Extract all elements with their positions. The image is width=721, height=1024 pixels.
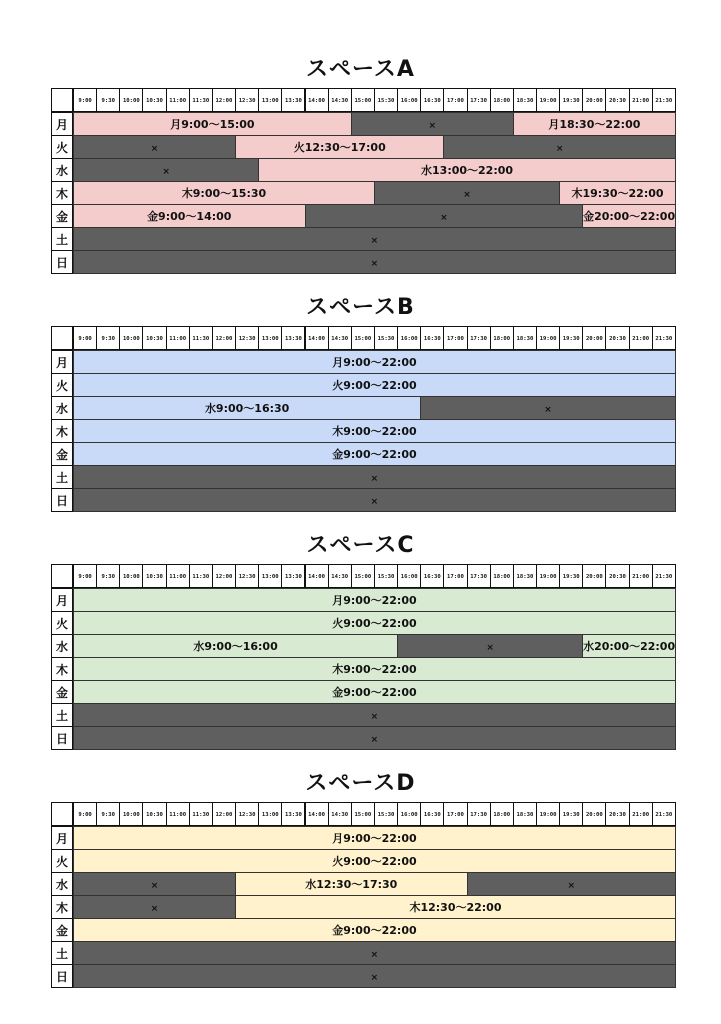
time-header-cell: 17:00 bbox=[443, 564, 467, 588]
closed-mark: × bbox=[486, 643, 494, 653]
time-header-cell: 21:30 bbox=[652, 326, 676, 350]
closed-mark: × bbox=[567, 881, 575, 891]
time-header-cell: 19:00 bbox=[536, 802, 560, 826]
closed-mark: × bbox=[370, 236, 379, 246]
unavailable-slot bbox=[73, 158, 259, 182]
time-header-cell: 16:00 bbox=[397, 326, 421, 350]
day-label: 火 bbox=[51, 611, 73, 635]
time-header-cell: 9:00 bbox=[73, 326, 97, 350]
time-header-cell: 11:00 bbox=[166, 564, 190, 588]
unavailable-slot bbox=[73, 488, 676, 512]
day-label: 月 bbox=[51, 826, 73, 850]
time-header-cell: 14:00 bbox=[305, 326, 329, 350]
slot-time-label: 月9:00〜22:00 bbox=[332, 356, 417, 369]
time-header-cell: 10:30 bbox=[142, 88, 166, 112]
time-header-cell: 15:00 bbox=[351, 802, 375, 826]
slot-time-label: 水9:00〜16:30 bbox=[204, 402, 290, 415]
slot-time-label: 水20:00〜22:00 bbox=[583, 640, 676, 653]
slot-time-label: 月9:00〜22:00 bbox=[332, 594, 417, 607]
closed-mark: × bbox=[150, 904, 159, 914]
header-corner-cell bbox=[51, 88, 73, 112]
time-header-cell: 9:30 bbox=[96, 326, 120, 350]
slot-time-label: 火9:00〜22:00 bbox=[332, 855, 417, 868]
unavailable-slot bbox=[351, 112, 514, 136]
slot-time-label: 水13:00〜22:00 bbox=[421, 164, 514, 177]
time-header-cell: 14:30 bbox=[328, 564, 352, 588]
time-header-cell: 15:30 bbox=[374, 88, 398, 112]
unavailable-slot bbox=[73, 895, 236, 919]
unavailable-slot bbox=[73, 135, 236, 159]
day-label: 木 bbox=[51, 181, 73, 205]
time-header-cell: 14:30 bbox=[328, 802, 352, 826]
closed-mark: × bbox=[162, 167, 170, 177]
time-header-cell: 20:30 bbox=[605, 564, 629, 588]
day-label: 土 bbox=[51, 227, 73, 251]
time-header-cell: 10:00 bbox=[119, 802, 143, 826]
time-header-cell: 15:00 bbox=[351, 88, 375, 112]
slot-time-label: 火9:00〜22:00 bbox=[332, 617, 417, 630]
unavailable-slot bbox=[73, 227, 676, 251]
day-label: 水 bbox=[51, 872, 73, 896]
time-header-cell: 13:00 bbox=[258, 564, 282, 588]
slot-time-label: 水12:30〜17:30 bbox=[305, 878, 398, 891]
space-title: スペースD bbox=[305, 771, 416, 796]
time-header-cell: 20:30 bbox=[605, 88, 629, 112]
slot-time-label: 水9:00〜16:00 bbox=[193, 640, 278, 653]
time-header-cell: 19:30 bbox=[559, 88, 583, 112]
day-label: 水 bbox=[51, 396, 73, 420]
header-corner-cell bbox=[51, 326, 73, 350]
time-header-cell: 15:00 bbox=[351, 326, 375, 350]
available-slot bbox=[73, 657, 676, 681]
time-header-cell: 21:30 bbox=[652, 802, 676, 826]
day-label: 月 bbox=[51, 588, 73, 612]
closed-mark: × bbox=[544, 405, 552, 415]
slot-time-label: 木19:30〜22:00 bbox=[571, 187, 664, 200]
time-header-cell: 13:30 bbox=[281, 326, 305, 350]
time-header-cell: 11:30 bbox=[189, 802, 213, 826]
time-header-cell: 18:00 bbox=[490, 326, 514, 350]
available-slot bbox=[513, 112, 676, 136]
header-corner-cell bbox=[51, 564, 73, 588]
time-header-cell: 19:30 bbox=[559, 326, 583, 350]
unavailable-slot bbox=[467, 872, 676, 896]
unavailable-slot bbox=[73, 872, 236, 896]
time-header-cell: 9:00 bbox=[73, 564, 97, 588]
unavailable-slot bbox=[73, 703, 676, 727]
slot-time-label: 火12:30〜17:00 bbox=[293, 141, 386, 154]
closed-mark: × bbox=[370, 474, 379, 484]
time-header-cell: 9:00 bbox=[73, 802, 97, 826]
time-header-cell: 17:30 bbox=[467, 802, 491, 826]
day-label: 土 bbox=[51, 703, 73, 727]
time-header-cell: 19:00 bbox=[536, 564, 560, 588]
available-slot bbox=[73, 826, 676, 850]
closed-mark: × bbox=[440, 213, 448, 223]
time-header-cell: 18:30 bbox=[513, 88, 537, 112]
time-header-cell: 18:00 bbox=[490, 802, 514, 826]
day-label: 火 bbox=[51, 849, 73, 873]
closed-mark: × bbox=[370, 497, 379, 507]
unavailable-slot bbox=[397, 634, 583, 658]
closed-mark: × bbox=[555, 144, 564, 154]
schedule-table bbox=[51, 326, 676, 511]
day-label: 木 bbox=[51, 657, 73, 681]
time-header-cell: 21:00 bbox=[629, 326, 653, 350]
time-header-cell: 19:00 bbox=[536, 326, 560, 350]
unavailable-slot bbox=[73, 250, 676, 274]
time-header-cell: 15:30 bbox=[374, 564, 398, 588]
unavailable-slot bbox=[374, 181, 560, 205]
time-header-cell: 15:30 bbox=[374, 326, 398, 350]
closed-mark: × bbox=[370, 712, 379, 722]
space-title: スペースA bbox=[306, 57, 415, 82]
closed-mark: × bbox=[150, 881, 159, 891]
schedule-table bbox=[51, 88, 676, 273]
available-slot bbox=[258, 158, 676, 182]
time-header-cell: 11:30 bbox=[189, 88, 213, 112]
unavailable-slot bbox=[420, 396, 676, 420]
time-header-cell: 12:30 bbox=[235, 88, 259, 112]
day-label: 火 bbox=[51, 373, 73, 397]
available-slot bbox=[73, 181, 375, 205]
unavailable-slot bbox=[73, 465, 676, 489]
time-header-cell: 12:00 bbox=[212, 326, 236, 350]
closed-mark: × bbox=[428, 121, 437, 131]
time-header-cell: 10:00 bbox=[119, 88, 143, 112]
slot-time-label: 金20:00〜22:00 bbox=[583, 210, 676, 223]
closed-mark: × bbox=[370, 950, 379, 960]
time-header-cell: 11:00 bbox=[166, 802, 190, 826]
time-header-cell: 21:30 bbox=[652, 564, 676, 588]
time-header-cell: 14:30 bbox=[328, 326, 352, 350]
time-header-cell: 10:30 bbox=[142, 564, 166, 588]
day-label: 火 bbox=[51, 135, 73, 159]
time-header-cell: 16:30 bbox=[420, 88, 444, 112]
time-header-cell: 9:30 bbox=[96, 564, 120, 588]
available-slot bbox=[73, 634, 398, 658]
time-header-cell: 11:30 bbox=[189, 326, 213, 350]
time-header-cell: 16:00 bbox=[397, 564, 421, 588]
time-header-cell: 17:30 bbox=[467, 88, 491, 112]
time-header-cell: 9:00 bbox=[73, 88, 97, 112]
slot-time-label: 金9:00〜22:00 bbox=[332, 924, 417, 937]
schedule-table bbox=[51, 802, 676, 987]
day-label: 水 bbox=[51, 158, 73, 182]
time-header-cell: 21:30 bbox=[652, 88, 676, 112]
available-slot bbox=[73, 396, 421, 420]
closed-mark: × bbox=[370, 973, 379, 983]
available-slot bbox=[73, 442, 676, 466]
time-header-cell: 19:30 bbox=[559, 802, 583, 826]
slot-time-label: 月9:00〜22:00 bbox=[332, 832, 417, 845]
time-header-cell: 20:30 bbox=[605, 326, 629, 350]
day-label: 金 bbox=[51, 442, 73, 466]
day-label: 月 bbox=[51, 350, 73, 374]
available-slot bbox=[235, 872, 468, 896]
day-label: 水 bbox=[51, 634, 73, 658]
time-header-cell: 21:00 bbox=[629, 88, 653, 112]
time-header-cell: 19:00 bbox=[536, 88, 560, 112]
available-slot bbox=[235, 135, 444, 159]
available-slot bbox=[73, 680, 676, 704]
time-header-cell: 16:30 bbox=[420, 326, 444, 350]
time-header-cell: 18:30 bbox=[513, 326, 537, 350]
closed-mark: × bbox=[370, 735, 379, 745]
time-header-cell: 14:00 bbox=[305, 802, 329, 826]
time-header-cell: 13:00 bbox=[258, 802, 282, 826]
time-header-cell: 20:00 bbox=[582, 564, 606, 588]
day-label: 日 bbox=[51, 250, 73, 274]
time-header-cell: 10:30 bbox=[142, 802, 166, 826]
time-header-cell: 14:00 bbox=[305, 88, 329, 112]
time-header-cell: 17:00 bbox=[443, 88, 467, 112]
time-header-cell: 21:00 bbox=[629, 564, 653, 588]
available-slot bbox=[559, 181, 676, 205]
time-header-cell: 17:30 bbox=[467, 564, 491, 588]
time-header-cell: 11:00 bbox=[166, 88, 190, 112]
time-header-cell: 21:00 bbox=[629, 802, 653, 826]
day-label: 木 bbox=[51, 419, 73, 443]
slot-time-label: 月9:00〜15:00 bbox=[170, 118, 255, 131]
closed-mark: × bbox=[463, 190, 471, 200]
available-slot bbox=[582, 634, 676, 658]
slot-time-label: 金9:00〜22:00 bbox=[332, 686, 417, 699]
time-header-cell: 13:00 bbox=[258, 88, 282, 112]
time-header-cell: 16:00 bbox=[397, 88, 421, 112]
time-header-cell: 14:00 bbox=[305, 564, 329, 588]
time-header-cell: 16:00 bbox=[397, 802, 421, 826]
available-slot bbox=[73, 112, 352, 136]
header-corner-cell bbox=[51, 802, 73, 826]
closed-mark: × bbox=[150, 144, 159, 154]
slot-time-label: 木9:00〜22:00 bbox=[332, 663, 417, 676]
available-slot bbox=[73, 350, 676, 374]
time-header-cell: 20:00 bbox=[582, 802, 606, 826]
time-header-cell: 19:30 bbox=[559, 564, 583, 588]
slot-time-label: 月18:30〜22:00 bbox=[548, 118, 641, 131]
time-header-cell: 11:00 bbox=[166, 326, 190, 350]
time-header-cell: 18:30 bbox=[513, 802, 537, 826]
day-label: 土 bbox=[51, 465, 73, 489]
time-header-cell: 12:30 bbox=[235, 326, 259, 350]
available-slot bbox=[73, 918, 676, 942]
available-slot bbox=[73, 373, 676, 397]
day-label: 金 bbox=[51, 918, 73, 942]
time-header-cell: 15:30 bbox=[374, 802, 398, 826]
time-header-cell: 10:00 bbox=[119, 564, 143, 588]
day-label: 金 bbox=[51, 204, 73, 228]
slot-time-label: 金9:00〜22:00 bbox=[332, 448, 417, 461]
day-label: 日 bbox=[51, 726, 73, 750]
time-header-cell: 13:30 bbox=[281, 564, 305, 588]
time-header-cell: 9:30 bbox=[96, 802, 120, 826]
time-header-cell: 12:00 bbox=[212, 88, 236, 112]
schedule-table bbox=[51, 564, 676, 749]
available-slot bbox=[73, 611, 676, 635]
available-slot bbox=[582, 204, 676, 228]
available-slot bbox=[73, 849, 676, 873]
time-header-cell: 16:30 bbox=[420, 564, 444, 588]
time-header-cell: 17:00 bbox=[443, 326, 467, 350]
time-header-cell: 10:00 bbox=[119, 326, 143, 350]
time-header-cell: 13:30 bbox=[281, 802, 305, 826]
unavailable-slot bbox=[73, 941, 676, 965]
time-header-cell: 10:30 bbox=[142, 326, 166, 350]
time-header-cell: 20:30 bbox=[605, 802, 629, 826]
slot-time-label: 木9:00〜22:00 bbox=[332, 425, 417, 438]
space-title: スペースC bbox=[306, 533, 415, 558]
available-slot bbox=[235, 895, 676, 919]
available-slot bbox=[73, 588, 676, 612]
time-header-cell: 12:00 bbox=[212, 802, 236, 826]
unavailable-slot bbox=[443, 135, 676, 159]
time-header-cell: 17:00 bbox=[443, 802, 467, 826]
time-header-cell: 18:30 bbox=[513, 564, 537, 588]
slot-time-label: 火9:00〜22:00 bbox=[332, 379, 417, 392]
time-header-cell: 16:30 bbox=[420, 802, 444, 826]
unavailable-slot bbox=[305, 204, 584, 228]
time-header-cell: 17:30 bbox=[467, 326, 491, 350]
time-header-cell: 13:00 bbox=[258, 326, 282, 350]
unavailable-slot bbox=[73, 726, 676, 750]
slot-time-label: 木9:00〜15:30 bbox=[181, 187, 267, 200]
time-header-cell: 14:30 bbox=[328, 88, 352, 112]
time-header-cell: 18:00 bbox=[490, 88, 514, 112]
unavailable-slot bbox=[73, 964, 676, 988]
time-header-cell: 12:00 bbox=[212, 564, 236, 588]
time-header-cell: 20:00 bbox=[582, 326, 606, 350]
time-header-cell: 18:00 bbox=[490, 564, 514, 588]
time-header-cell: 12:30 bbox=[235, 802, 259, 826]
day-label: 日 bbox=[51, 488, 73, 512]
time-header-cell: 12:30 bbox=[235, 564, 259, 588]
time-header-cell: 15:00 bbox=[351, 564, 375, 588]
space-title: スペースB bbox=[306, 295, 415, 320]
time-header-cell: 13:30 bbox=[281, 88, 305, 112]
day-label: 金 bbox=[51, 680, 73, 704]
slot-time-label: 金9:00〜14:00 bbox=[147, 210, 232, 223]
day-label: 木 bbox=[51, 895, 73, 919]
available-slot bbox=[73, 419, 676, 443]
available-slot bbox=[73, 204, 306, 228]
closed-mark: × bbox=[370, 259, 379, 269]
slot-time-label: 木12:30〜22:00 bbox=[409, 901, 502, 914]
time-header-cell: 9:30 bbox=[96, 88, 120, 112]
day-label: 土 bbox=[51, 941, 73, 965]
day-label: 日 bbox=[51, 964, 73, 988]
day-label: 月 bbox=[51, 112, 73, 136]
time-header-cell: 20:00 bbox=[582, 88, 606, 112]
time-header-cell: 11:30 bbox=[189, 564, 213, 588]
